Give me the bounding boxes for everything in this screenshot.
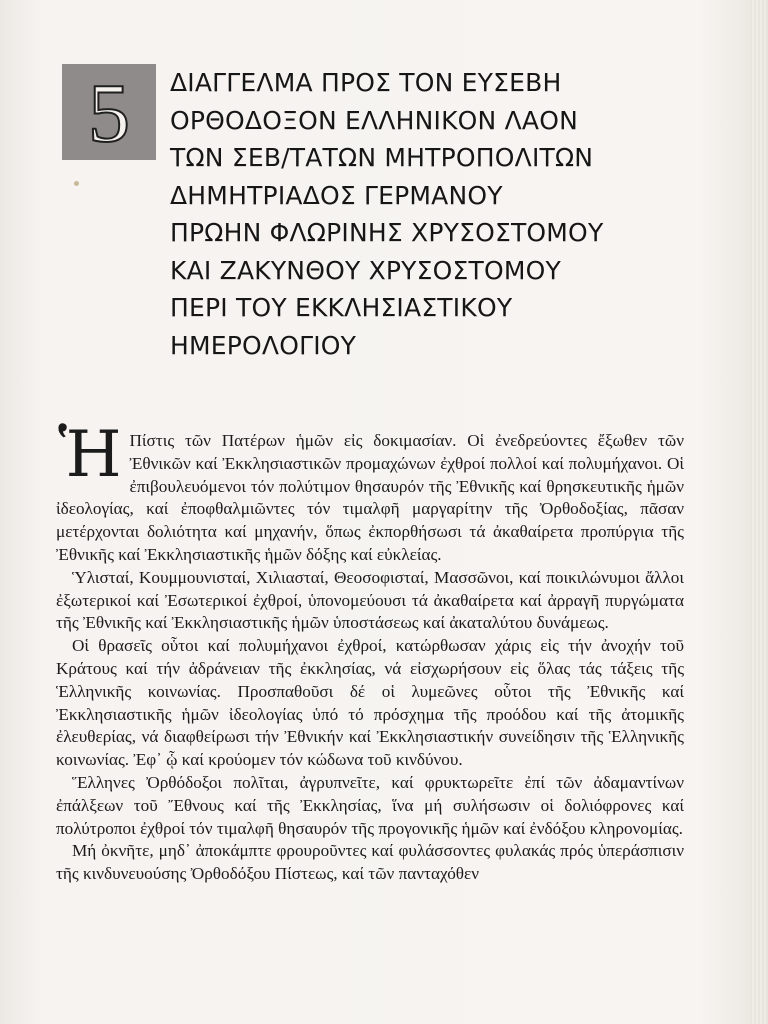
paragraph: Ὑλισταί, Κουμμουνισταί, Χιλιασταί, Θεοσοφισταί, Μασσῶνοι, καί ποικιλώνυμοι ἄλλοι ἐξωτερικοί καί Ἐσωτερικοί ἐχθροί, ὑπονομεύουσι τά ἀκαθαίρετα καί ἀρραγῆ πυργώματα τῆς Ἐθνικῆς καί Ἐκκλησιαστικῆς ἡμῶν ὑποστάσεως καί ἀκαταλύτου δυνάμεως. (56, 567, 684, 633)
chapter-title-line: ΠΡΩΗΝ ΦΛΩΡΙΝΗΣ ΧΡΥΣΟΣΤΟΜΟΥ (170, 218, 604, 247)
chapter-title-line: ΟΡΘΟΔΟΞΟΝ ΕΛΛΗΝΙΚΟΝ ΛΑΟΝ (170, 105, 578, 135)
chapter-title-line: ΚΑΙ ΖΑΚΥΝΘΟΥ ΧΡΥΣΟΣΤΟΜΟΥ (170, 255, 561, 285)
chapter-title-line: ΠΕΡΙ ΤΟΥ ΕΚΚΛΗΣΙΑΣΤΙΚΟΥ (170, 293, 513, 322)
paragraph: Μή ὀκνῆτε, μηδ᾽ ἀποκάμπτε φρουροῦντες καί φυλάσσοντες φυλακάς πρός ὑπεράσπισιν τῆς κινδυνευούσης Ὀρθοδόξου Πίστεως, καί τῶν πανταχόθεν (56, 841, 684, 884)
paragraph-text: Πίστις τῶν Πατέρων ἡμῶν εἰς δοκιμασίαν. Οἱ ἐνεδρεύοντες ἔξωθεν τῶν Ἐθνικῶν καί Ἐκκλησιαστικῶν προμαχώνων ἐχθροί πολλοί καί πολυμήχανοι. Οἱ ἐπιβουλευόμενοι τόν πολύτιμον θησαυρόν τῆς Ἐθνικῆς καί θρησκευτικῆς ἡμῶν ἰδεολογίας, καί ἐποφθαλμιῶντες τόν τιμαλφῆ μαργαρίτην τῆς Ὀρθοδοξίας, πᾶσαν μετέρχονται δολιότητα καί μηχανήν, ὅπως ἐκπορθήσωσι τά ἀκαθαίρετα προπύργια τῆς Ἐθνικῆς καί Ἐκκλησιαστικῆς ἡμῶν δόξης καί εὐκλείας. (56, 431, 684, 564)
chapter-title-line: ΗΜΕΡΟΛΟΓΙΟΥ (170, 330, 357, 360)
page-edge (750, 0, 768, 1024)
chapter-title-line: ΤΩΝ ΣΕΒ/ΤΑΤΩΝ ΜΗΤΡΟΠΟΛΙΤΩΝ (170, 143, 594, 172)
paragraph: Οἱ θρασεῖς οὗτοι καί πολυμήχανοι ἐχθροί, κατώρθωσαν χάρις εἰς τήν ἀνοχήν τοῦ Κράτους καί τήν ἀδράνειαν τῆς ἐκκλησίας, νά εἰσχωρήσουν εἰς ὅλας τάς τάξεις τῆς Ἑλληνικῆς κοινωνίας. Προσπαθοῦσι δέ οἱ λυμεῶνες οὗτοι τῆς Ἐθνικῆς καί Ἐκκλησιαστικῆς ἡμῶν ἰδεολογίας ὑπό τό πρόσχημα τῆς προόδου καί τῆς ἀτομικῆς ἐλευθερίας, νά διαφθείρωσι τήν Ἐθνικήν καί Ἐκκλησιαστικήν συνείδησιν τῆς Ἑλληνικῆς κοινωνίας. Ἐφ᾽ ᾧ καί κρούομεν τόν κώδωνα τοῦ κινδύνου. (56, 636, 684, 770)
chapter-title (170, 64, 730, 364)
body-text (56, 418, 684, 886)
chapter-number-box (62, 64, 156, 160)
drop-cap: Ἡ (58, 418, 122, 492)
paragraph (56, 418, 684, 567)
chapter-title-line: ΔΙΑΓΓΕΛΜΑ ΠΡΟΣ ΤΟΝ ΕΥΣΕΒΗ (170, 68, 562, 97)
chapter-title-line: ΔΗΜΗΤΡΙΑΔΟΣ ΓΕΡΜΑΝΟΥ (170, 180, 503, 210)
chapter-number: 5 (88, 67, 130, 160)
paragraph: Ἕλληνες Ὀρθόδοξοι πολῖται, ἀγρυπνεῖτε, καί φρυκτωρεῖτε ἐπί τῶν ἀδαμαντίνων ἐπάλξεων τοῦ Ἔθνους καί τῆς Ἐκκλησίας, ἵνα μή συλήσωσιν οἱ δολιόφρονες καί πολύτροποι ἐχθροί τόν τιμαλφῆ θησαυρόν τῆς προγονικῆς ἡμῶν καί ἐνδόξου κληρονομίας. (56, 772, 684, 838)
paper-speck (74, 181, 79, 186)
